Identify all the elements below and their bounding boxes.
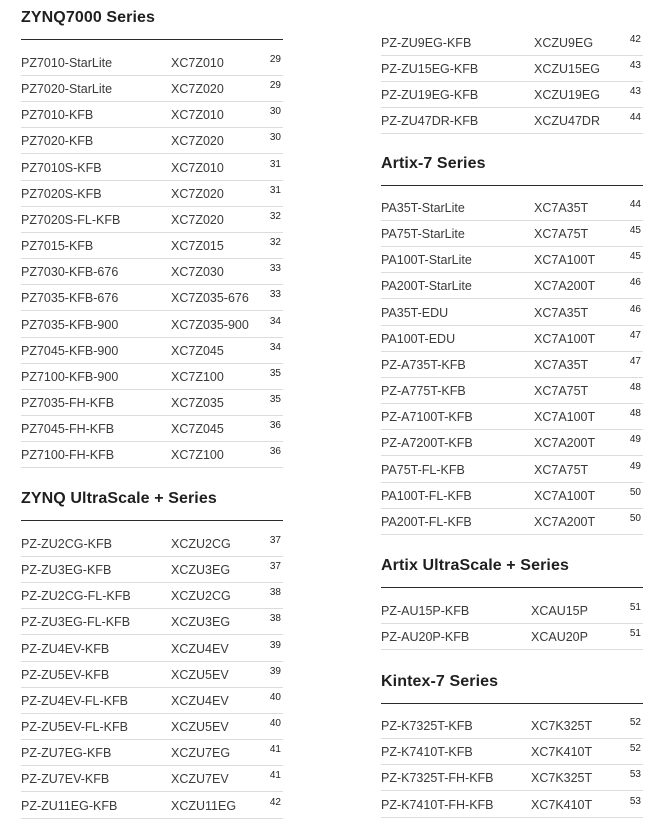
chip-model: XCZU4EV [171, 693, 229, 708]
page-number: 45 [629, 225, 641, 237]
chip-model: XC7A35T [534, 357, 589, 372]
chip-model: XC7A35T [534, 305, 589, 320]
table-row [381, 378, 643, 404]
chip-model: XC7Z035-900 [171, 317, 249, 332]
board-name: PZ-K7325T-KFB [381, 719, 473, 733]
table-row [381, 624, 643, 650]
board-name: PZ7020S-KFB [21, 186, 102, 201]
chip-model: XC7A100T [534, 331, 596, 346]
page-number: 44 [629, 199, 641, 210]
board-name: PZ-ZU2CG-KFB [21, 537, 112, 551]
section-title-kintex7: Kintex-7 Series [381, 673, 499, 690]
table-row [381, 739, 643, 765]
page-number: 50 [629, 512, 641, 524]
board-name: PZ-ZU3EG-FL-KFB [21, 615, 131, 630]
chip-model: XC7A200T [534, 279, 596, 294]
table-row [21, 740, 283, 766]
chip-model: XC7A100T [534, 253, 596, 268]
board-name: PZ-ZU47DR-KFB [381, 114, 479, 129]
chip-model: XC7A75T [534, 384, 589, 399]
chip-model: XC7Z020 [171, 134, 224, 149]
board-name: PZ-K7325T-FH-KFB [381, 771, 494, 786]
page-number: 39 [269, 639, 281, 651]
section-title-zynq-ultrascale: ZYNQ UltraScale + Series [21, 490, 217, 507]
chip-model: XC7Z020 [171, 186, 224, 201]
table-row [381, 300, 643, 326]
chip-model: XC7Z020 [171, 212, 224, 227]
page-number: 32 [269, 210, 281, 222]
table-row [381, 483, 643, 509]
chip-model: XC7Z010 [171, 160, 224, 175]
table-row [21, 259, 283, 285]
board-name: PZ-ZU19EG-KFB [381, 88, 479, 103]
table-row [381, 195, 643, 221]
page-number: 49 [629, 434, 641, 446]
board-name: PZ-A7200T-KFB [381, 436, 473, 451]
table-row [381, 221, 643, 247]
table-row [381, 56, 643, 82]
table-row [381, 108, 643, 134]
board-name: PZ7010-KFB [21, 108, 94, 123]
chip-model: XC7A200T [534, 436, 596, 451]
table-row [381, 326, 643, 352]
chip-model: XC7Z100 [171, 369, 224, 384]
table-row [21, 662, 283, 688]
table-row [381, 457, 643, 483]
table-row [21, 442, 283, 468]
table-row [21, 793, 283, 819]
table-row [21, 416, 283, 442]
page-number: 36 [269, 420, 281, 432]
chip-model: XC7Z020 [171, 82, 224, 97]
page-number: 53 [629, 769, 641, 781]
page-number: 48 [629, 408, 641, 420]
board-name: PA200T-FL-KFB [381, 514, 472, 529]
chip-model: XC7A35T [534, 201, 589, 215]
board-name: PZ-ZU4EV-FL-KFB [21, 693, 128, 708]
chip-model: XCZU4EV [171, 641, 229, 656]
chip-model: XCZU5EV [171, 667, 229, 682]
page-number: 29 [269, 80, 281, 92]
table-row [21, 636, 283, 662]
page-number: 33 [269, 263, 281, 275]
page-number: 43 [629, 60, 641, 72]
page-number: 40 [269, 718, 281, 730]
board-name: PA100T-EDU [381, 331, 456, 346]
page-number: 41 [269, 770, 281, 782]
chip-model: XCZU2CG [171, 589, 231, 604]
table-row [21, 364, 283, 390]
table-row [21, 76, 283, 102]
table-row [381, 352, 643, 378]
chip-model: XC7A75T [534, 227, 589, 242]
section-title-artix7: Artix-7 Series [381, 155, 486, 172]
table-row [381, 30, 643, 56]
section-title-zynq7000: ZYNQ7000 Series [21, 9, 156, 26]
board-name: PA100T-FL-KFB [381, 488, 472, 503]
board-name: PA100T-StarLite [381, 253, 472, 268]
table-row [381, 598, 643, 624]
table-row [21, 50, 283, 76]
table-row [381, 713, 643, 739]
board-name: PZ-ZU7EV-KFB [21, 772, 110, 787]
chip-model: XC7K325T [531, 771, 593, 786]
page-number: 38 [269, 587, 281, 599]
board-name: PZ7020-KFB [21, 134, 94, 149]
chip-model: XC7Z015 [171, 239, 224, 254]
board-name: PZ7035-KFB-676 [21, 291, 119, 306]
chip-model: XCAU20P [531, 630, 588, 645]
board-name: PZ7010-StarLite [21, 56, 113, 70]
table-row [21, 688, 283, 714]
page-number: 47 [629, 355, 641, 367]
table-row [381, 82, 643, 108]
page-number: 43 [629, 86, 641, 98]
chip-model: XC7A75T [534, 462, 589, 477]
board-name: PZ-ZU5EV-KFB [21, 667, 110, 682]
section-rule [381, 703, 643, 704]
section-rule [21, 39, 283, 40]
board-name: PZ7020-StarLite [21, 82, 113, 97]
chip-model: XC7A200T [534, 514, 596, 529]
board-name: PZ-A7100T-KFB [381, 410, 473, 425]
board-name: PZ-AU20P-KFB [381, 630, 470, 645]
page-number: 52 [629, 717, 641, 728]
chip-model: XC7K410T [531, 745, 593, 760]
table-row [381, 273, 643, 299]
page-number: 36 [269, 446, 281, 458]
table-row [21, 557, 283, 583]
board-name: PZ7020S-FL-KFB [21, 212, 121, 227]
board-name: PZ-K7410T-FH-KFB [381, 797, 494, 812]
page-number: 53 [629, 795, 641, 807]
board-name: PZ-ZU7EG-KFB [21, 746, 112, 761]
page-number: 42 [269, 796, 281, 808]
chip-model: XCZU5EV [171, 720, 229, 735]
table-row [21, 714, 283, 740]
page-number: 33 [269, 289, 281, 301]
table-row [381, 430, 643, 456]
section-rule [21, 520, 283, 521]
page-number: 42 [629, 34, 641, 45]
board-name: PZ7100-KFB-900 [21, 369, 119, 384]
chip-model: XC7Z010 [171, 56, 224, 70]
chip-model: XC7Z100 [171, 448, 224, 463]
page-number: 34 [269, 341, 281, 353]
table-row [21, 285, 283, 311]
chip-model: XC7Z035 [171, 395, 224, 410]
board-name: PZ-AU15P-KFB [381, 604, 470, 618]
table-row [381, 509, 643, 535]
page-number: 37 [269, 561, 281, 573]
page-number: 50 [629, 486, 641, 498]
chip-model: XC7K410T [531, 797, 593, 812]
table-row [381, 792, 643, 818]
page-number: 45 [629, 251, 641, 263]
page-number: 35 [269, 393, 281, 405]
page-number: 34 [269, 315, 281, 327]
page-number: 35 [269, 367, 281, 379]
page-number: 49 [629, 460, 641, 472]
chip-model: XC7Z045 [171, 422, 224, 437]
table-row [21, 233, 283, 259]
page-number: 38 [269, 613, 281, 625]
board-name: PZ7035-KFB-900 [21, 317, 119, 332]
page-number: 37 [269, 535, 281, 546]
board-name: PZ-ZU11EG-KFB [21, 798, 118, 813]
board-name: PZ-A775T-KFB [381, 384, 466, 399]
page-number: 48 [629, 382, 641, 394]
table-row [21, 181, 283, 207]
table-row [21, 766, 283, 792]
table-row [21, 390, 283, 416]
table-row [381, 765, 643, 791]
chip-model: XCZU3EG [171, 563, 231, 578]
chip-model: XCZU3EG [171, 615, 231, 630]
table-row [21, 583, 283, 609]
chip-model: XCZU7EG [171, 746, 231, 761]
table-row [21, 155, 283, 181]
board-name: PZ-ZU3EG-KFB [21, 563, 112, 578]
table-row [21, 531, 283, 557]
page-number: 30 [269, 106, 281, 118]
page-number: 40 [269, 691, 281, 703]
section-title-artix-ultrascale: Artix UltraScale + Series [381, 557, 569, 574]
page-number: 31 [269, 158, 281, 170]
section-rule [381, 185, 643, 186]
chip-model: XCZU19EG [534, 88, 600, 103]
chip-model: XCZU15EG [534, 62, 600, 77]
board-name: PZ7035-FH-KFB [21, 395, 115, 410]
board-name: PZ7045-KFB-900 [21, 343, 119, 358]
page-number: 29 [269, 54, 281, 65]
board-name: PZ-ZU4EV-KFB [21, 641, 110, 656]
page-number: 51 [629, 602, 641, 613]
page-number: 51 [629, 628, 641, 640]
page-number: 31 [269, 184, 281, 196]
page-number: 47 [629, 329, 641, 341]
chip-model: XC7A100T [534, 410, 596, 425]
board-name: PZ-ZU9EG-KFB [381, 36, 472, 50]
chip-model: XCZU7EV [171, 772, 229, 787]
chip-model: XC7K325T [531, 719, 593, 733]
page-number: 39 [269, 665, 281, 677]
board-name: PZ7010S-KFB [21, 160, 102, 175]
table-row [21, 338, 283, 364]
board-name: PZ7030-KFB-676 [21, 265, 119, 280]
chip-model: XC7Z035-676 [171, 291, 249, 306]
board-name: PZ-A735T-KFB [381, 357, 466, 372]
chip-model: XCZU47DR [534, 114, 600, 129]
table-row [21, 609, 283, 635]
section-rule [381, 587, 643, 588]
chip-model: XCZU2CG [171, 537, 231, 551]
board-name: PZ-ZU2CG-FL-KFB [21, 589, 131, 604]
page-number: 44 [629, 112, 641, 124]
chip-model: XCZU9EG [534, 36, 594, 50]
page-number: 30 [269, 132, 281, 144]
board-name: PZ-K7410T-KFB [381, 745, 473, 760]
page-number: 46 [629, 277, 641, 289]
board-name: PZ-ZU5EV-FL-KFB [21, 720, 128, 735]
table-row [21, 102, 283, 128]
page-number: 32 [269, 237, 281, 249]
board-name: PA35T-StarLite [381, 201, 465, 215]
board-name: PA200T-StarLite [381, 279, 472, 294]
table-row [381, 404, 643, 430]
board-name: PZ7100-FH-KFB [21, 448, 115, 463]
chip-model: XCZU11EG [171, 798, 237, 813]
chip-model: XC7Z045 [171, 343, 224, 358]
board-name: PZ7015-KFB [21, 239, 94, 254]
table-row [21, 312, 283, 338]
page-number: 52 [629, 743, 641, 755]
board-name: PA75T-FL-KFB [381, 462, 465, 477]
page-number: 41 [269, 744, 281, 756]
chip-model: XC7Z030 [171, 265, 224, 280]
chip-model: XC7Z010 [171, 108, 224, 123]
table-row [381, 247, 643, 273]
chip-model: XCAU15P [531, 604, 588, 618]
table-row [21, 207, 283, 233]
board-name: PA35T-EDU [381, 305, 449, 320]
page-number: 46 [629, 303, 641, 315]
table-row [21, 128, 283, 154]
board-name: PZ-ZU15EG-KFB [381, 62, 479, 77]
chip-model: XC7A100T [534, 488, 596, 503]
board-name: PA75T-StarLite [381, 227, 465, 242]
board-name: PZ7045-FH-KFB [21, 422, 115, 437]
